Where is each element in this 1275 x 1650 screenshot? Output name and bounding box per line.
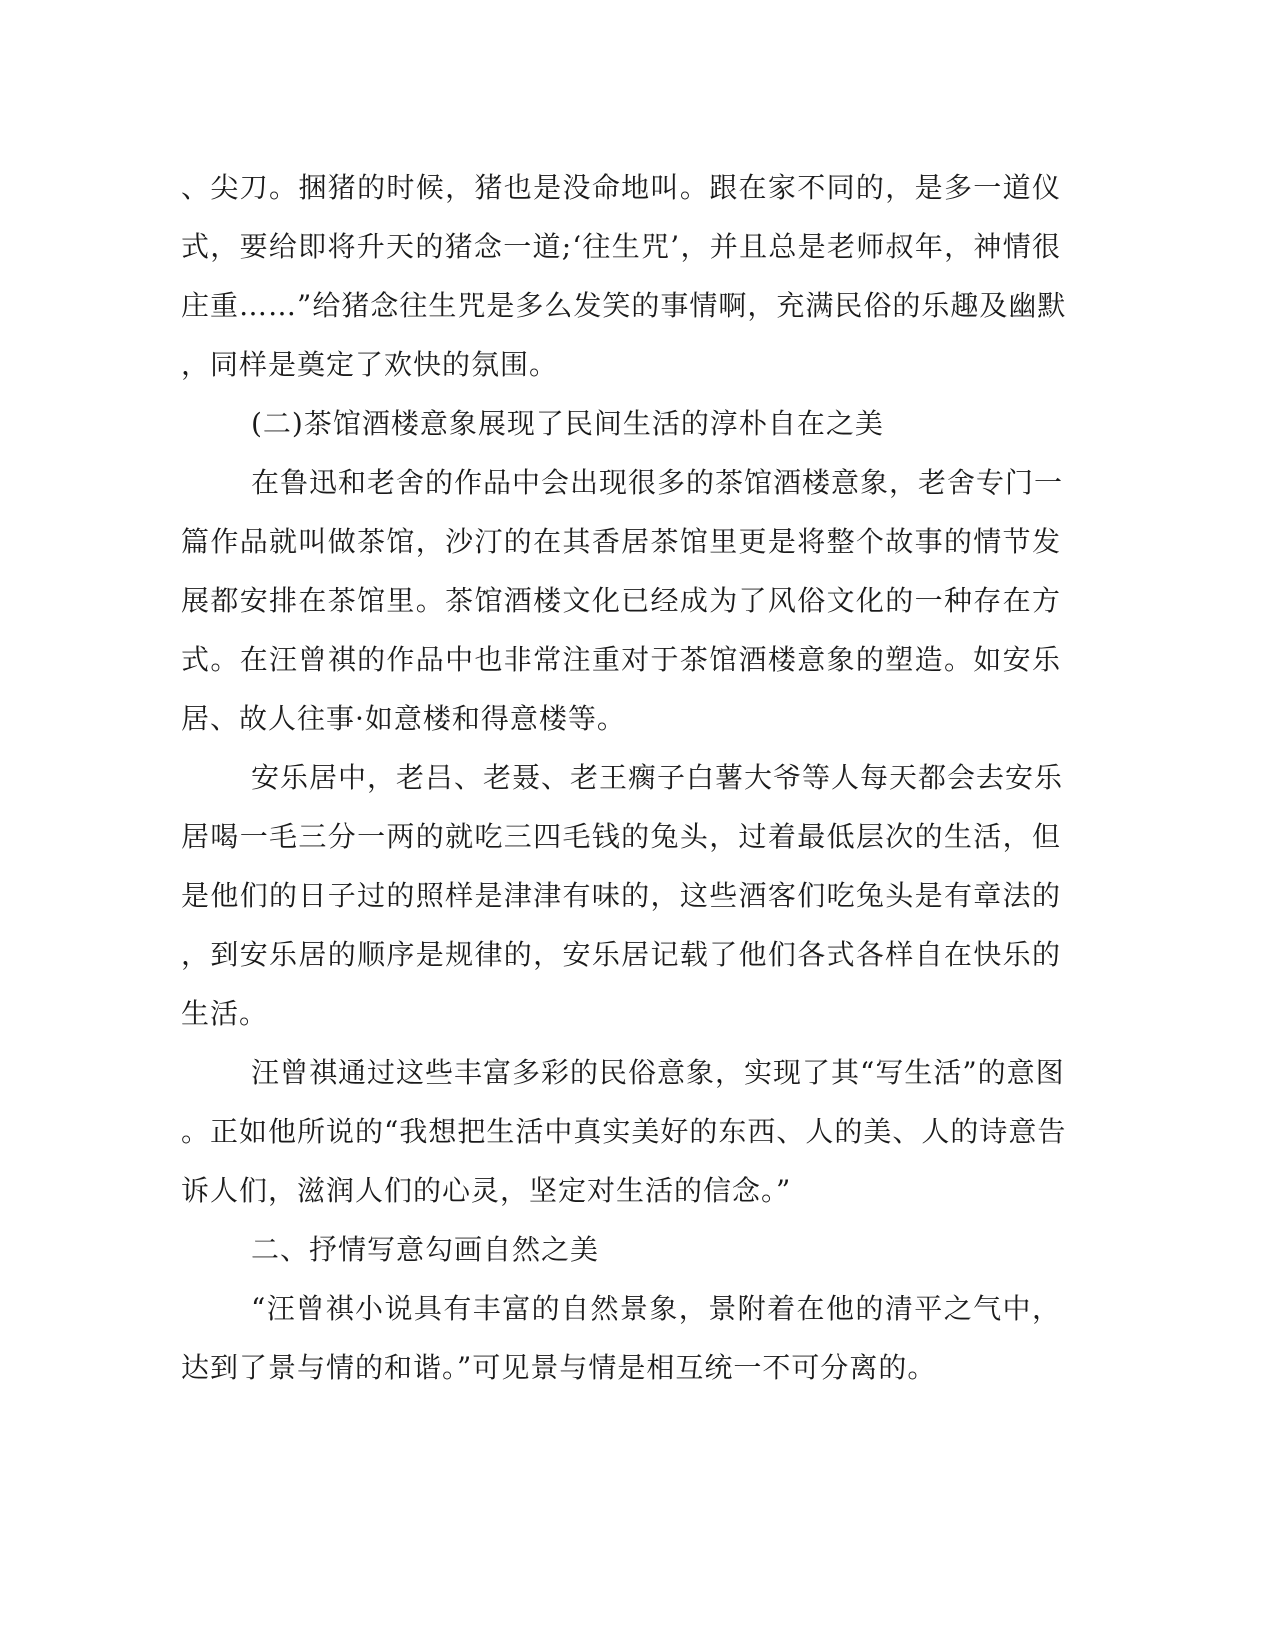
text-line: 生活。 [181,997,269,1030]
text-line: 居、故人往事·如意楼和得意楼等。 [181,702,626,735]
section-heading: (二)茶馆酒楼意象展现了民间生活的淳朴自在之美 [251,407,884,440]
text-line: 安乐居中，老吕、老聂、老王瘸子白薯大爷等人每天都会去安乐 [251,761,1064,794]
text-line: 式。在汪曾祺的作品中也非常注重对于茶馆酒楼意象的塑造。如安乐 [181,643,1061,676]
text-line: 达到了景与情的和谐。”可见景与情是相互统一不可分离的。 [181,1351,937,1384]
text-line: 庄重……”给猪念往生咒是多么发笑的事情啊，充满民俗的乐趣及幽默 [181,289,1067,322]
text-line: ，到安乐居的顺序是规律的，安乐居记载了他们各式各样自在快乐的 [181,938,1061,971]
text-line: 诉人们，滋润人们的心灵，坚定对生活的信念。” [181,1174,792,1207]
text-line: 、尖刀。捆猪的时候，猪也是没命地叫。跟在家不同的，是多一道仪 [181,171,1061,204]
section-heading: 二、抒情写意勾画自然之美 [251,1233,600,1266]
document-text-body [181,158,1067,1397]
text-line: 篇作品就叫做茶馆，沙汀的在其香居茶馆里更是将整个故事的情节发 [181,525,1061,558]
text-line: 汪曾祺通过这些丰富多彩的民俗意象，实现了其“写生活”的意图 [251,1056,1065,1089]
text-line: ，同样是奠定了欢快的氛围。 [181,348,559,381]
text-line: 式，要给即将升天的猪念一道;‘往生咒’，并且总是老师叔年，神情很 [181,230,1061,263]
text-line: 在鲁迅和老舍的作品中会出现很多的茶馆酒楼意象，老舍专门一 [251,466,1064,499]
text-line: 。正如他所说的“我想把生活中真实美好的东西、人的美、人的诗意告 [181,1115,1067,1148]
text-line: “汪曾祺小说具有丰富的自然景象，景附着在他的清平之气中， [251,1292,1061,1325]
text-line: 居喝一毛三分一两的就吃三四毛钱的兔头，过着最低层次的生活，但 [181,820,1061,853]
text-line: 是他们的日子过的照样是津津有味的，这些酒客们吃兔头是有章法的 [181,879,1061,912]
text-line: 展都安排在茶馆里。茶馆酒楼文化已经成为了风俗文化的一种存在方 [181,584,1061,617]
